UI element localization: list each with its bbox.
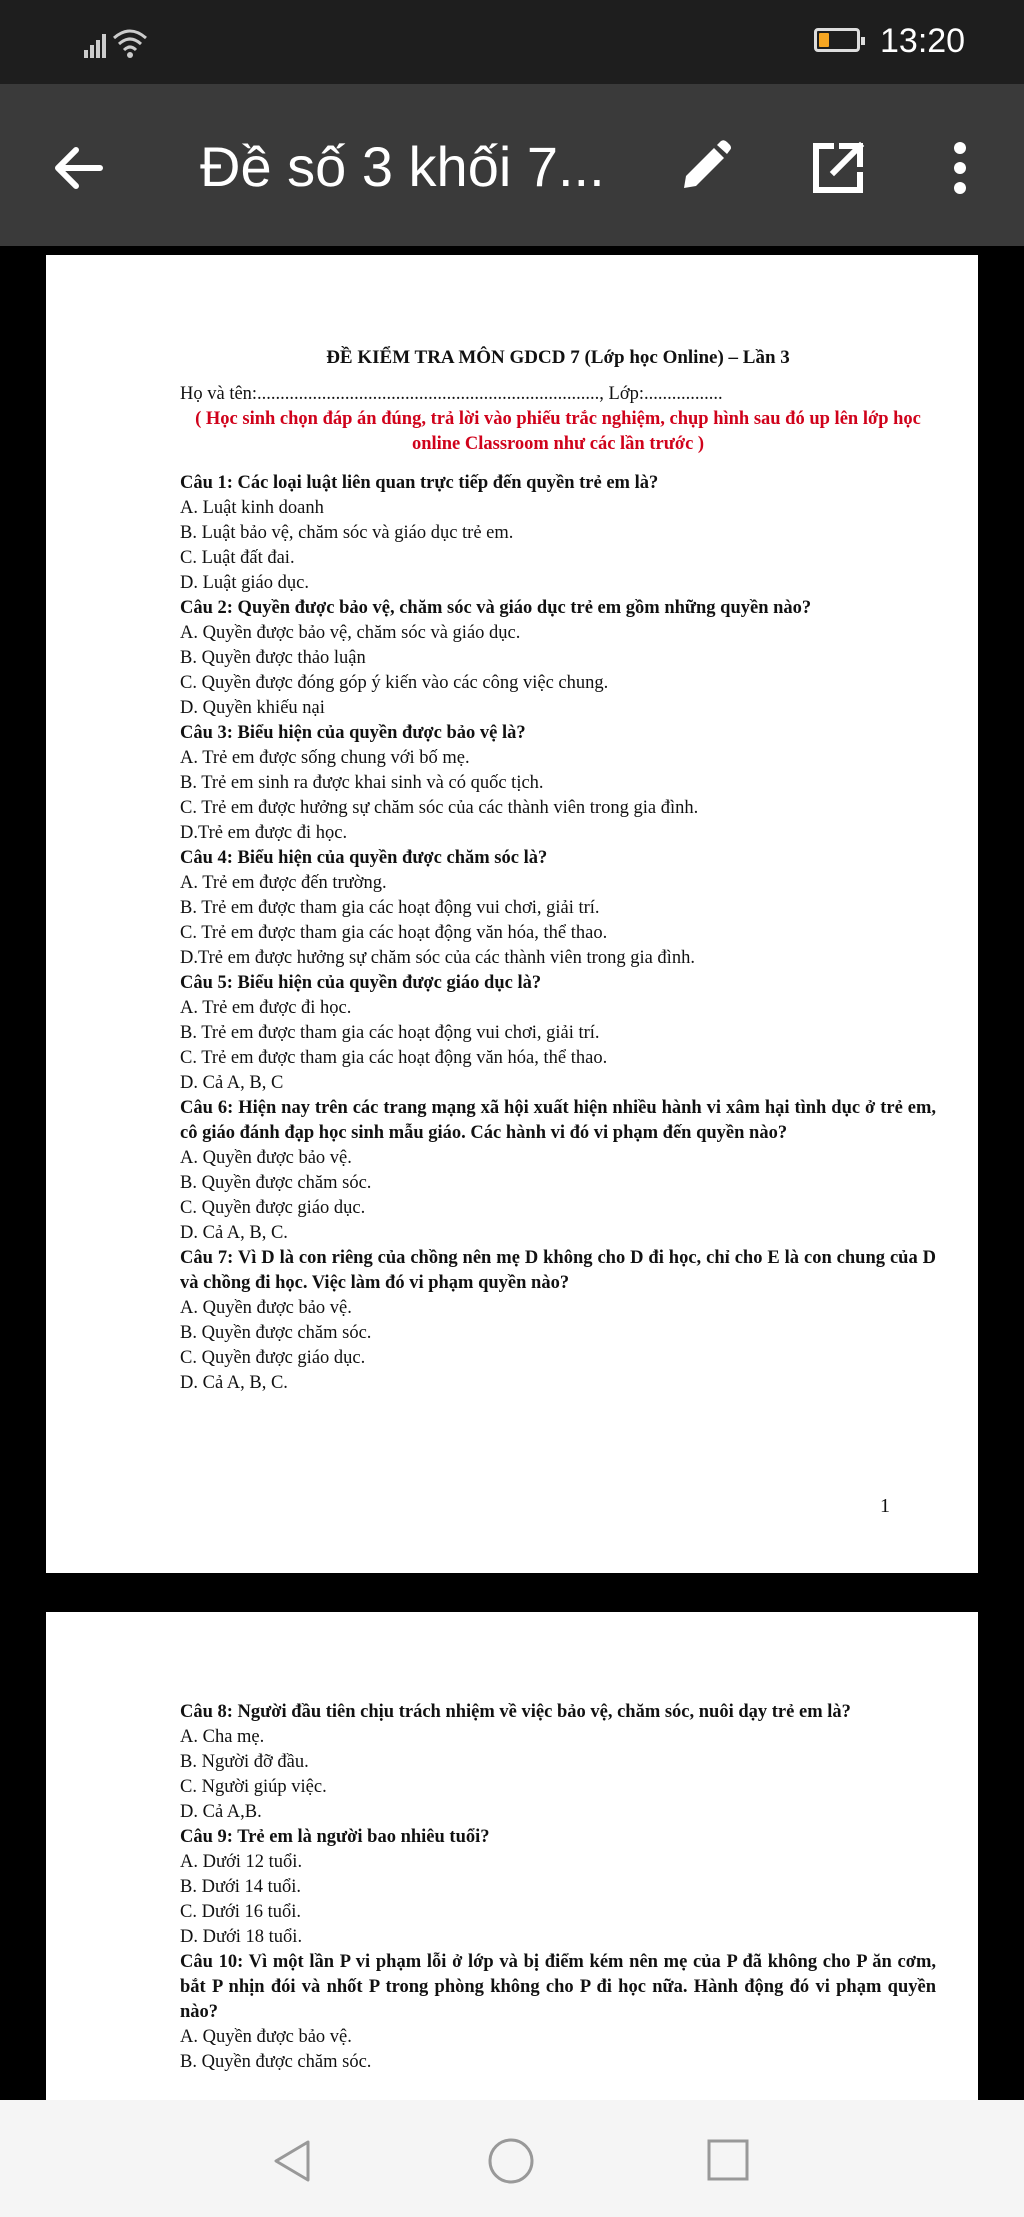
question-text: Câu 10: Vì một lần P vi phạm lỗi ở lớp và bị điểm kém nên mẹ của P đã không cho P ăn cơm, bắt P nhịn đói và nhốt P trong phòng không cho P đi học nữa. Hành động đó vi phạm quyền nào? bbox=[180, 1952, 936, 2022]
more-options-icon[interactable] bbox=[940, 136, 980, 200]
question-block bbox=[180, 471, 936, 596]
page-1-content bbox=[180, 345, 936, 1396]
answer-option: D. Cả A, B, C. bbox=[180, 1223, 288, 1243]
answer-option: C. Trẻ em được tham gia các hoạt động văn hóa, thể thao. bbox=[180, 1048, 608, 1068]
question-block bbox=[180, 1096, 936, 1246]
answer-option: C. Trẻ em được hưởng sự chăm sóc của các thành viên trong gia đình. bbox=[180, 798, 699, 818]
answer-option: D.Trẻ em được hưởng sự chăm sóc của các thành viên trong gia đình. bbox=[180, 948, 695, 968]
nav-back-icon[interactable] bbox=[272, 2138, 312, 2184]
answer-option: A. Quyền được bảo vệ. bbox=[180, 1298, 352, 1318]
answer-option: B. Người đỡ đầu. bbox=[180, 1752, 309, 1772]
battery-icon bbox=[814, 28, 860, 52]
answer-option: C. Người giúp việc. bbox=[180, 1777, 327, 1797]
answer-option: D. Cả A, B, C bbox=[180, 1073, 284, 1093]
answer-option: B. Trẻ em sinh ra được khai sinh và có quốc tịch. bbox=[180, 773, 544, 793]
open-external-icon[interactable] bbox=[808, 138, 868, 198]
answer-option: B. Quyền được chăm sóc. bbox=[180, 1173, 372, 1193]
back-arrow-icon[interactable] bbox=[48, 138, 108, 198]
question-block bbox=[180, 1950, 936, 2075]
answer-option: B. Quyền được thảo luận bbox=[180, 648, 366, 668]
clock: 13:20 bbox=[880, 22, 966, 60]
answer-option: A. Trẻ em được sống chung với bố mẹ. bbox=[180, 748, 470, 768]
question-block bbox=[180, 1825, 936, 1950]
question-block bbox=[180, 596, 936, 721]
signal-wifi-icon bbox=[84, 26, 154, 60]
system-nav-bar bbox=[0, 2100, 1024, 2217]
question-block bbox=[180, 721, 936, 846]
page-number: 1 bbox=[880, 1495, 890, 1517]
question-text: Câu 4: Biểu hiện của quyền được chăm sóc là? bbox=[180, 848, 548, 868]
answer-option: D. Quyền khiếu nại bbox=[180, 698, 325, 718]
answer-option: D. Cả A, B, C. bbox=[180, 1373, 288, 1393]
question-text: Câu 2: Quyền được bảo vệ, chăm sóc và giáo dục trẻ em gồm những quyền nào? bbox=[180, 598, 812, 618]
answer-option: D. Dưới 18 tuổi. bbox=[180, 1927, 303, 1947]
question-block bbox=[180, 1700, 936, 1825]
answer-option: A. Trẻ em được đi học. bbox=[180, 998, 352, 1018]
question-block bbox=[180, 971, 936, 1096]
answer-option: D. Luật giáo dục. bbox=[180, 573, 309, 593]
answer-option: B. Quyền được chăm sóc. bbox=[180, 1323, 372, 1343]
answer-option: B. Quyền được chăm sóc. bbox=[180, 2052, 372, 2072]
document-page-1 bbox=[46, 255, 978, 1573]
answer-option: A. Dưới 12 tuổi. bbox=[180, 1852, 303, 1872]
document-title: Đề số 3 khối 7... bbox=[200, 135, 605, 198]
question-block bbox=[180, 846, 936, 971]
edit-pencil-icon[interactable] bbox=[672, 136, 736, 200]
question-text: Câu 7: Vì D là con riêng của chồng nên mẹ D không cho D đi học, chỉ cho E là con chung của D và chồng đi học. Việc làm đó vi phạm quyền nào? bbox=[180, 1248, 936, 1293]
question-text: Câu 8: Người đầu tiên chịu trách nhiệm về việc bảo vệ, chăm sóc, nuôi dạy trẻ em là? bbox=[180, 1702, 851, 1722]
answer-option: A. Cha mẹ. bbox=[180, 1727, 265, 1747]
question-text: Câu 3: Biểu hiện của quyền được bảo vệ là? bbox=[180, 723, 526, 743]
exam-heading: ĐỀ KIỂM TRA MÔN GDCD 7 (Lớp học Online) – Lần 3 bbox=[326, 347, 790, 368]
nav-recent-apps-icon[interactable] bbox=[706, 2138, 750, 2182]
nav-home-icon[interactable] bbox=[486, 2136, 536, 2186]
answer-option: A. Quyền được bảo vệ. bbox=[180, 1148, 352, 1168]
question-text: Câu 9: Trẻ em là người bao nhiêu tuổi? bbox=[180, 1827, 490, 1847]
question-text: Câu 1: Các loại luật liên quan trực tiếp đến quyền trẻ em là? bbox=[180, 473, 659, 493]
instructions: ( Học sinh chọn đáp án đúng, trả lời vào phiếu trắc nghiệm, chụp hình sau đó up lên lớp học online Classroom như các lần trước ) bbox=[195, 409, 921, 454]
question-block bbox=[180, 1246, 936, 1396]
answer-option: B. Trẻ em được tham gia các hoạt động vui chơi, giải trí. bbox=[180, 1023, 600, 1043]
question-text: Câu 6: Hiện nay trên các trang mạng xã hội xuất hiện nhiều hành vi xâm hại tình dục ở trẻ em, cô giáo đánh đạp học sinh mẫu giáo. Các hành vi đó vi phạm đến quyền nào? bbox=[180, 1098, 936, 1143]
answer-option: B. Trẻ em được tham gia các hoạt động vui chơi, giải trí. bbox=[180, 898, 600, 918]
answer-option: A. Trẻ em được đến trường. bbox=[180, 873, 387, 893]
answer-option: B. Dưới 14 tuổi. bbox=[180, 1877, 302, 1897]
answer-option: A. Quyền được bảo vệ, chăm sóc và giáo dục. bbox=[180, 623, 521, 643]
answer-option: B. Luật bảo vệ, chăm sóc và giáo dục trẻ em. bbox=[180, 523, 514, 543]
question-text: Câu 5: Biểu hiện của quyền được giáo dục là? bbox=[180, 973, 542, 993]
document-page-2 bbox=[46, 1612, 978, 2132]
answer-option: D. Cả A,B. bbox=[180, 1802, 262, 1822]
name-line: Họ và tên:.........................................................................., Lớp:................. bbox=[180, 384, 723, 404]
status-bar bbox=[0, 0, 1024, 84]
answer-option: C. Dưới 16 tuổi. bbox=[180, 1902, 302, 1922]
answer-option: C. Luật đất đai. bbox=[180, 548, 295, 568]
app-toolbar bbox=[0, 84, 1024, 246]
answer-option: C. Quyền được đóng góp ý kiến vào các công việc chung. bbox=[180, 673, 609, 693]
answer-option: C. Quyền được giáo dục. bbox=[180, 1348, 366, 1368]
answer-option: A. Luật kinh doanh bbox=[180, 498, 324, 518]
answer-option: D.Trẻ em được đi học. bbox=[180, 823, 348, 843]
answer-option: C. Trẻ em được tham gia các hoạt động văn hóa, thể thao. bbox=[180, 923, 608, 943]
page-2-content bbox=[180, 1700, 936, 2075]
answer-option: C. Quyền được giáo dục. bbox=[180, 1198, 366, 1218]
answer-option: A. Quyền được bảo vệ. bbox=[180, 2027, 352, 2047]
